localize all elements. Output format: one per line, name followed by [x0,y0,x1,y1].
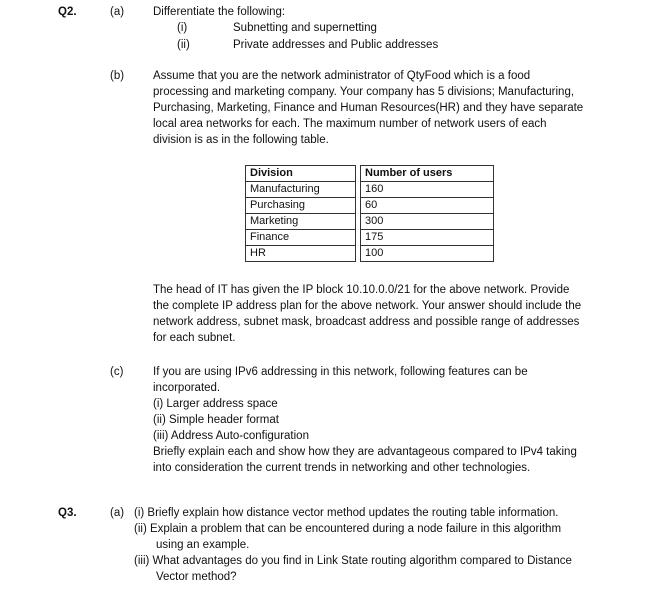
q2c-text-line: (i) Larger address space [153,398,278,410]
part-label-q2b: (b) [110,70,125,82]
division-users-table [245,165,494,262]
q2b-after-line: the complete IP address plan for the above network. Your answer should include the [153,300,582,312]
q2a-intro: Differentiate the following: [153,6,286,18]
q2b-after-line: network address, subnet mask, broadcast address and possible range of addresses [153,316,580,328]
q2b-after-line: The head of IT has given the IP block 10.10.0.0/21 for the above network. Provide [153,284,570,296]
q2c-text-line: into consideration the current trends in networking and other technologies. [153,462,531,474]
table-row [246,246,494,262]
part-label-q2c: (c) [110,366,124,378]
q2b-text-line: Purchasing, Marketing, Finance and Human Resources(HR) and they have separate [153,102,584,114]
table-header-division: Division [246,166,356,182]
q2c-text-line: Briefly explain each and show how they are advantageous compared to IPv4 taking [153,446,577,458]
part-label-q3a: (a) [110,507,125,519]
table-row [246,230,494,246]
q3-text-line: (ii) Explain a problem that can be encountered during a node failure in this algorithm [134,523,562,535]
q2a-item-num: (i) [177,22,188,34]
q2b-text-line: Assume that you are the network administrator of QtyFood which is a food [153,70,531,82]
question-number-q2: Q2. [58,6,77,18]
table-row [246,198,494,214]
q3-text-line: (iii) What advantages do you find in Link State routing algorithm compared to Distance [134,555,572,567]
table-cell-users: 60 [361,198,494,214]
table-cell-division: HR [246,246,356,262]
table-cell-division: Marketing [246,214,356,230]
table-header-row [246,166,494,182]
q2c-text-line: If you are using IPv6 addressing in this network, following features can be [153,366,528,378]
q2a-item-text: Private addresses and Public addresses [233,39,439,51]
q2c-text-line: incorporated. [153,382,221,394]
table-row [246,214,494,230]
table-cell-users: 300 [361,214,494,230]
q2a-item-text: Subnetting and supernetting [233,22,377,34]
q2b-text-line: division is as in the following table. [153,134,329,146]
table-cell-division: Manufacturing [246,182,356,198]
q2c-text-line: (ii) Simple header format [153,414,279,426]
q2b-after-line: for each subnet. [153,332,236,344]
q3-text-line: (i) Briefly explain how distance vector method updates the routing table information. [134,507,559,519]
table-row [246,182,494,198]
q2a-item-num: (ii) [177,39,190,51]
part-label-q2a: (a) [110,6,125,18]
q2b-text-line: processing and marketing company. Your company has 5 divisions; Manufacturing, [153,86,575,98]
q3-text-line: using an example. [156,539,250,551]
table-cell-users: 160 [361,182,494,198]
table-cell-users: 175 [361,230,494,246]
table-header-users: Number of users [361,166,494,182]
q3-text-line: Vector method? [156,571,237,583]
question-number-q3: Q3. [58,507,77,519]
table-cell-division: Purchasing [246,198,356,214]
q2b-text-line: local area networks for each. The maximum number of network users of each [153,118,547,130]
q2c-text-line: (iii) Address Auto-configuration [153,430,309,442]
table-cell-users: 100 [361,246,494,262]
table-cell-division: Finance [246,230,356,246]
